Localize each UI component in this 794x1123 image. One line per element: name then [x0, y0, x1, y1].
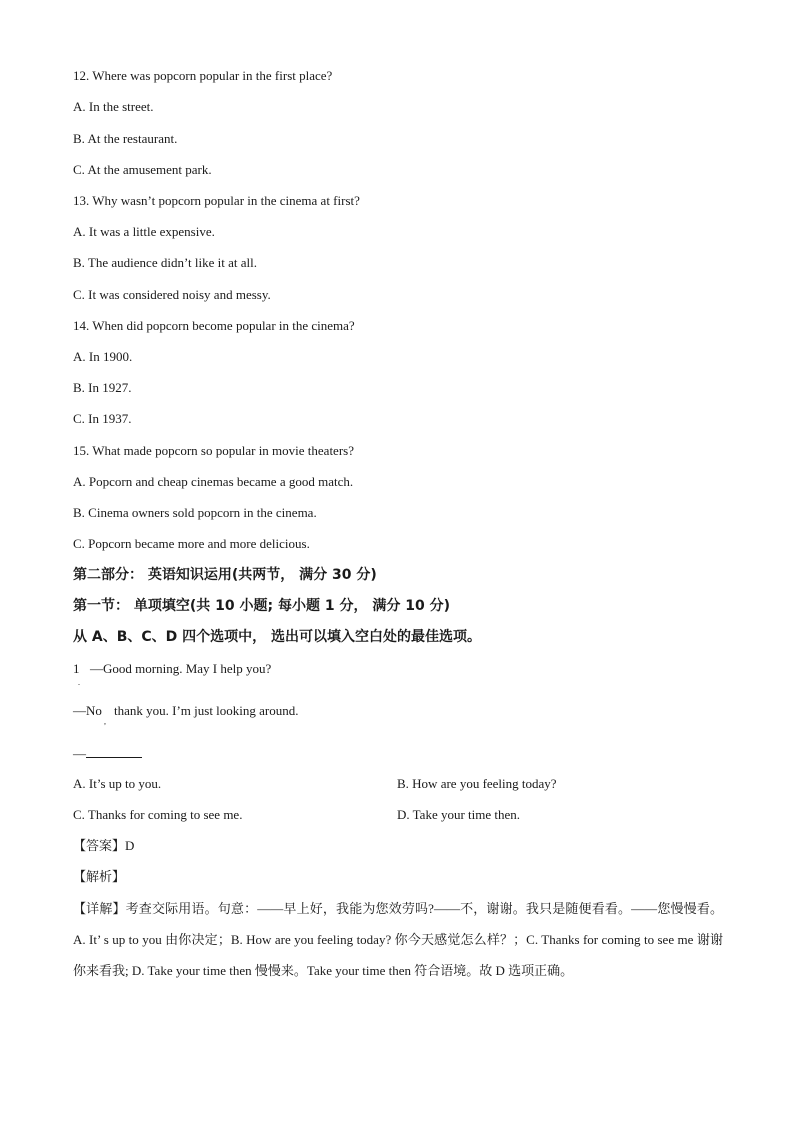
question-15-stem: 15. What made popcorn so popular in movie theaters? [73, 443, 354, 458]
question-1-option-a: A. It’s up to you. [73, 776, 162, 791]
question-12-option-a: A. In the street. [73, 99, 154, 114]
question-1-dash: — [73, 746, 86, 761]
answer-label: 【答案】D [73, 838, 135, 853]
question-1-dialogue-line1: —Good morning. May I help you? [90, 661, 272, 676]
question-1-blank-line [73, 745, 142, 762]
question-12-option-c: C. At the amusement park. [73, 162, 212, 177]
section-part2-heading: 第二部分： 英语知识运用(共两节， 满分 30 分) [73, 567, 377, 583]
detail-paragraph: 【详解】考查交际用语。句意：——早上好，我能为您效劳吗?——不，谢谢。我只是随便看看。——您慢慢看。A. It’ s up to you 由你决定；B. How are you feeling today? 你今天感觉怎么样？；C. Thanks for coming to see me 谢谢你来看我; D. Take your time then 慢慢来。Take your time then 符合语境。故 D 选项正确。 [73, 901, 723, 978]
question-1-option-c: C. Thanks for coming to see me. [73, 807, 243, 822]
question-13-option-c: C. It was considered noisy and messy. [73, 287, 271, 302]
question-13-stem: 13. Why wasn’t popcorn popular in the cinema at first? [73, 193, 360, 208]
question-1-option-b: B. How are you feeling today? [397, 776, 557, 791]
question-13-option-b: B. The audience didn’t like it at all. [73, 255, 257, 270]
question-1-option-d: D. Take your time then. [397, 807, 521, 822]
question-12-option-b: B. At the restaurant. [73, 131, 178, 146]
question-15-option-a: A. Popcorn and cheap cinemas became a good match. [73, 474, 354, 489]
section-instruction: 从 A、B、C、D 四个选项中， 选出可以填入空白处的最佳选项。 [73, 629, 482, 645]
question-14-option-b: B. In 1927. [73, 380, 132, 395]
question-13-option-a: A. It was a little expensive. [73, 224, 215, 239]
question-12-stem: 12. Where was popcorn popular in the first place? [73, 68, 333, 83]
question-14-option-c: C. In 1937. [73, 411, 132, 426]
question-1-dot: . [78, 678, 80, 687]
question-14-option-a: A. In 1900. [73, 349, 133, 364]
question-14-stem: 14. When did popcorn become popular in the cinema? [73, 318, 355, 333]
question-1-comma: , [104, 717, 106, 726]
question-15-option-b: B. Cinema owners sold popcorn in the cinema. [73, 505, 317, 520]
question-15-option-c: C. Popcorn became more and more delicious. [73, 536, 310, 551]
analysis-label: 【解析】 [73, 869, 126, 884]
question-1-dialogue-line2-end: thank you. I’m just looking around. [114, 703, 299, 718]
answer-blank [86, 745, 142, 758]
question-1-number: 1 [73, 661, 80, 676]
section-1-heading: 第一节： 单项填空(共 10 小题; 每小题 1 分， 满分 10 分) [73, 598, 450, 614]
question-1-dialogue-line2-start: —No [73, 703, 102, 718]
